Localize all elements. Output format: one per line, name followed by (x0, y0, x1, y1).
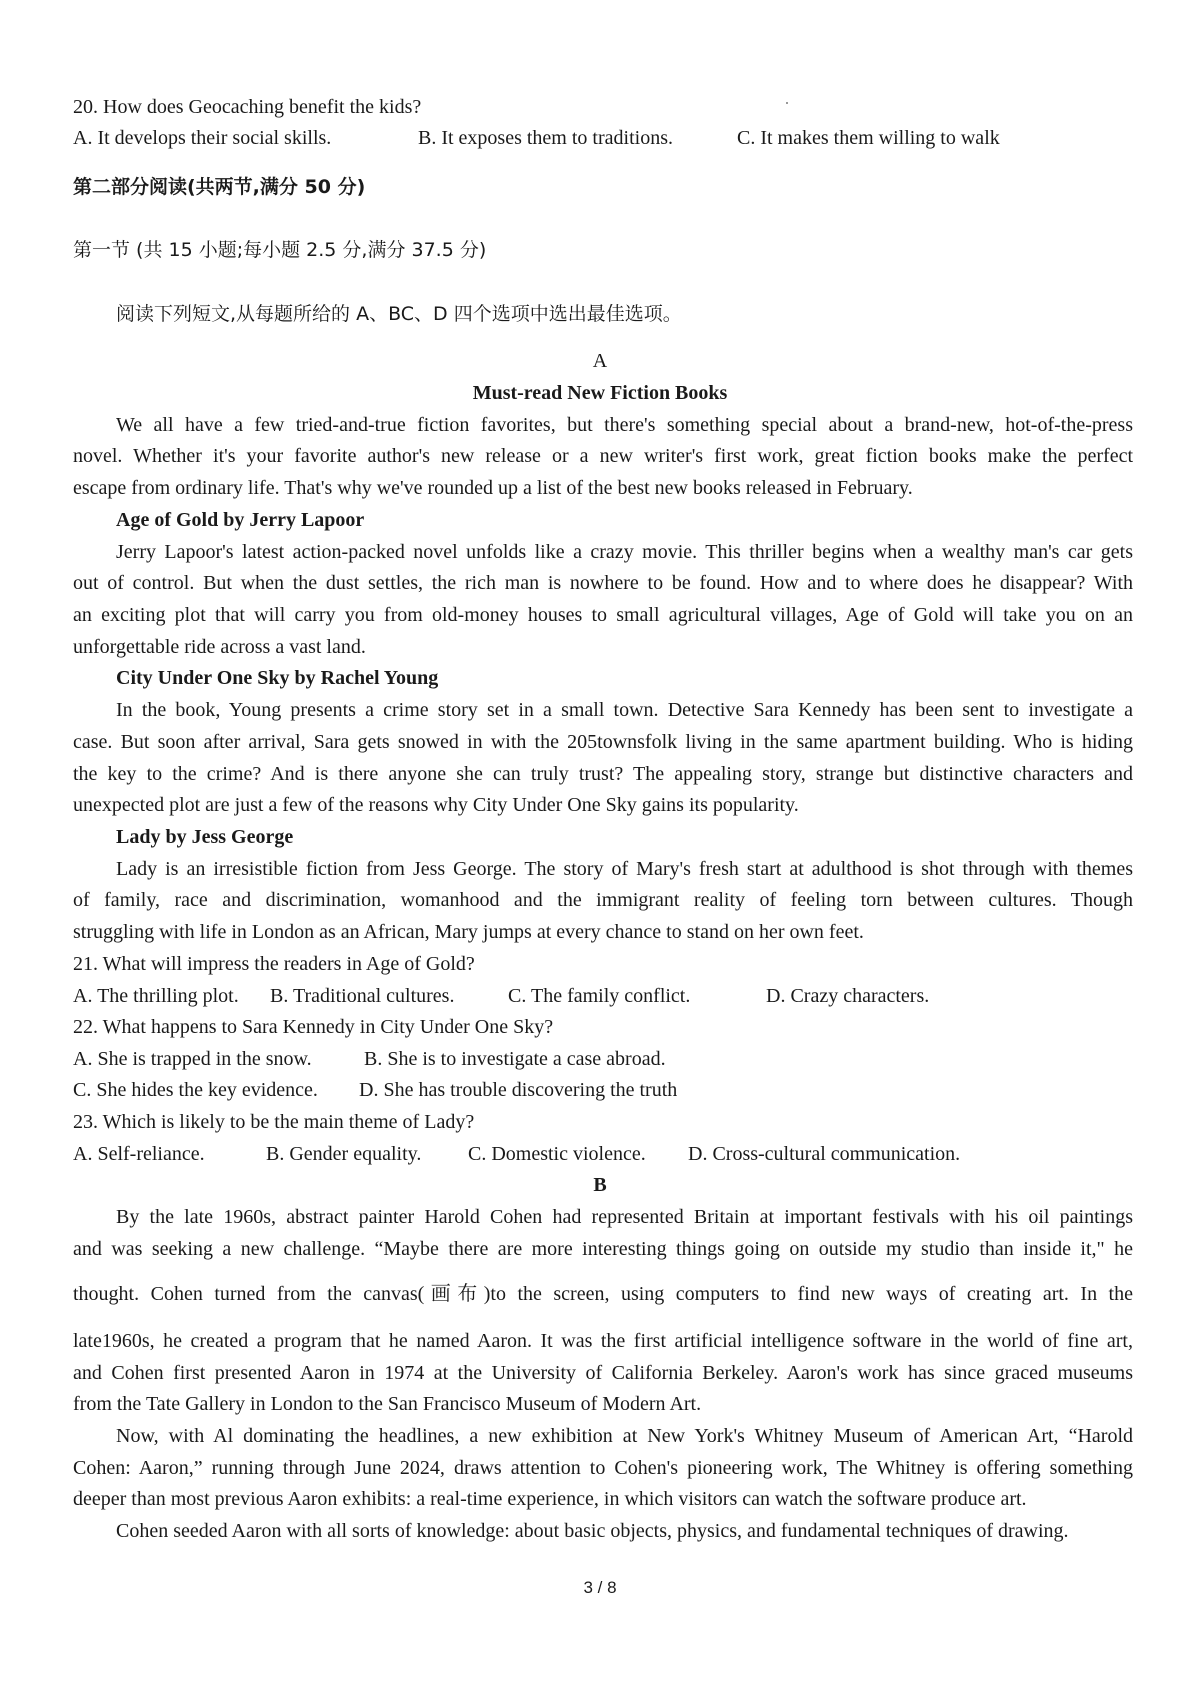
book2-text-line: unexpected plot are just a few of the reasons why City Under One Sky gains its popularity. (73, 794, 799, 816)
q21-option-b: B. Traditional cultures. (270, 985, 455, 1007)
passage-a-intro-line: We all have a few tried-and-true fiction favorites, but there's something special about a brand-new, hot-of-the-press (116, 414, 1133, 436)
passage-b-line: Cohen: Aaron,” running through June 2024, draws attention to Cohen's pioneering work, The Whitney is offering something (73, 1457, 1133, 1479)
passage-a-intro-line: escape from ordinary life. That's why we've rounded up a list of the best new books released in February. (73, 477, 913, 499)
q20-option-c: C. It makes them willing to walk (737, 127, 1000, 149)
book2-text-line: case. But soon after arrival, Sara gets snowed in with the 205townsfolk living in the same apartment building. Who is hiding (73, 731, 1133, 753)
part2-heading: 第二部分阅读(共两节,满分 50 分) (73, 176, 366, 198)
passage-b-line: from the Tate Gallery in London to the San Francisco Museum of Modern Art. (73, 1393, 702, 1415)
instruction: 阅读下列短文,从每题所给的 A、BC、D 四个选项中选出最佳选项。 (116, 303, 682, 325)
book2-text-line: the key to the crime? And is there anyone she can truly trust? The appealing story, strange but distinctive characters and (73, 763, 1133, 785)
book2-text-line: In the book, Young presents a crime story set in a small town. Detective Sara Kennedy has been sent to investigate a (116, 699, 1133, 721)
book1-text-line: an exciting plot that will carry you from old-money houses to small agricultural villages, Age of Gold will take you on an (73, 604, 1133, 626)
book2-title: City Under One Sky by Rachel Young (116, 667, 439, 689)
q22-option-d: D. She has trouble discovering the truth (359, 1079, 678, 1101)
q23-option-a: A. Self-reliance. (73, 1143, 205, 1165)
q23-option-d: D. Cross-cultural communication. (688, 1143, 961, 1165)
passage-b-line: deeper than most previous Aaron exhibits: a real-time experience, in which visitors can watch the software produce art. (73, 1488, 1027, 1510)
page-number: 3 / 8 (583, 1578, 617, 1597)
q21-stem: 21. What will impress the readers in Age of Gold? (73, 953, 475, 975)
passage-b-line: Now, with Al dominating the headlines, a new exhibition at New York's Whitney Museum of American Art, “Harold (116, 1425, 1133, 1447)
passage-a-title: Must-read New Fiction Books (472, 382, 728, 404)
q22-option-c: C. She hides the key evidence. (73, 1079, 318, 1101)
q22-option-a: A. She is trapped in the snow. (73, 1048, 312, 1070)
q21-option-d: D. Crazy characters. (766, 985, 930, 1007)
book3-text-line: struggling with life in London as an African, Mary jumps at every chance to stand on her own feet. (73, 921, 864, 943)
book3-text-line: of family, race and discrimination, womanhood and the immigrant reality of feeling torn between cultures. Though (73, 889, 1133, 911)
q22-option-b: B. She is to investigate a case abroad. (364, 1048, 666, 1070)
book3-title: Lady by Jess George (116, 826, 294, 848)
q20-option-b: B. It exposes them to traditions. (418, 127, 673, 149)
book1-text-line: unforgettable ride across a vast land. (73, 636, 366, 658)
q22-stem: 22. What happens to Sara Kennedy in City Under One Sky? (73, 1016, 554, 1038)
q21-option-c: C. The family conflict. (508, 985, 691, 1007)
book1-title: Age of Gold by Jerry Lapoor (116, 509, 365, 531)
book3-text-line: Lady is an irresistible fiction from Jess George. The story of Mary's fresh start at adulthood is shot through with themes (116, 858, 1133, 880)
book1-text-line: Jerry Lapoor's latest action-packed novel unfolds like a crazy movie. This thriller begins when a wealthy man's car gets (116, 541, 1133, 563)
passage-b-label: B (593, 1174, 607, 1196)
passage-b-line: thought. Cohen turned from the canvas(画布)to the screen, using computers to find new ways of creating art. In the (73, 1283, 1133, 1305)
passage-b-line: and Cohen first presented Aaron in 1974 at the University of California Berkeley. Aaron's work has since graced museums (73, 1362, 1133, 1384)
book1-text-line: out of control. But when the dust settles, the rich man is nowhere to be found. How and to where does he disappear? With (73, 572, 1133, 594)
q20-option-a: A. It develops their social skills. (73, 127, 332, 149)
passage-b-line: late1960s, he created a program that he named Aaron. It was the first artificial intelligence software in the world of fine art, (73, 1330, 1133, 1352)
q23-stem: 23. Which is likely to be the main theme of Lady? (73, 1111, 475, 1133)
passage-a-intro-line: novel. Whether it's your favorite author's new release or a new writer's first work, great fiction books make the perfect (73, 445, 1133, 467)
q21-option-a: A. The thrilling plot. (73, 985, 239, 1007)
passage-b-line: By the late 1960s, abstract painter Harold Cohen had represented Britain at important festivals with his oil paintings (116, 1206, 1133, 1228)
passage-a-label: A (592, 350, 608, 372)
passage-b-line: Cohen seeded Aaron with all sorts of knowledge: about basic objects, physics, and fundamental techniques of drawing. (116, 1520, 1069, 1542)
q23-option-c: C. Domestic violence. (468, 1143, 646, 1165)
q20-stem: 20. How does Geocaching benefit the kids? (73, 96, 422, 118)
section1-heading: 第一节 (共 15 小题;每小题 2.5 分,满分 37.5 分) (73, 239, 487, 261)
q23-option-b: B. Gender equality. (266, 1143, 422, 1165)
passage-b-line: and was seeking a new challenge. “Maybe there are more interesting things going on outside my studio than inside it," he (73, 1238, 1133, 1260)
